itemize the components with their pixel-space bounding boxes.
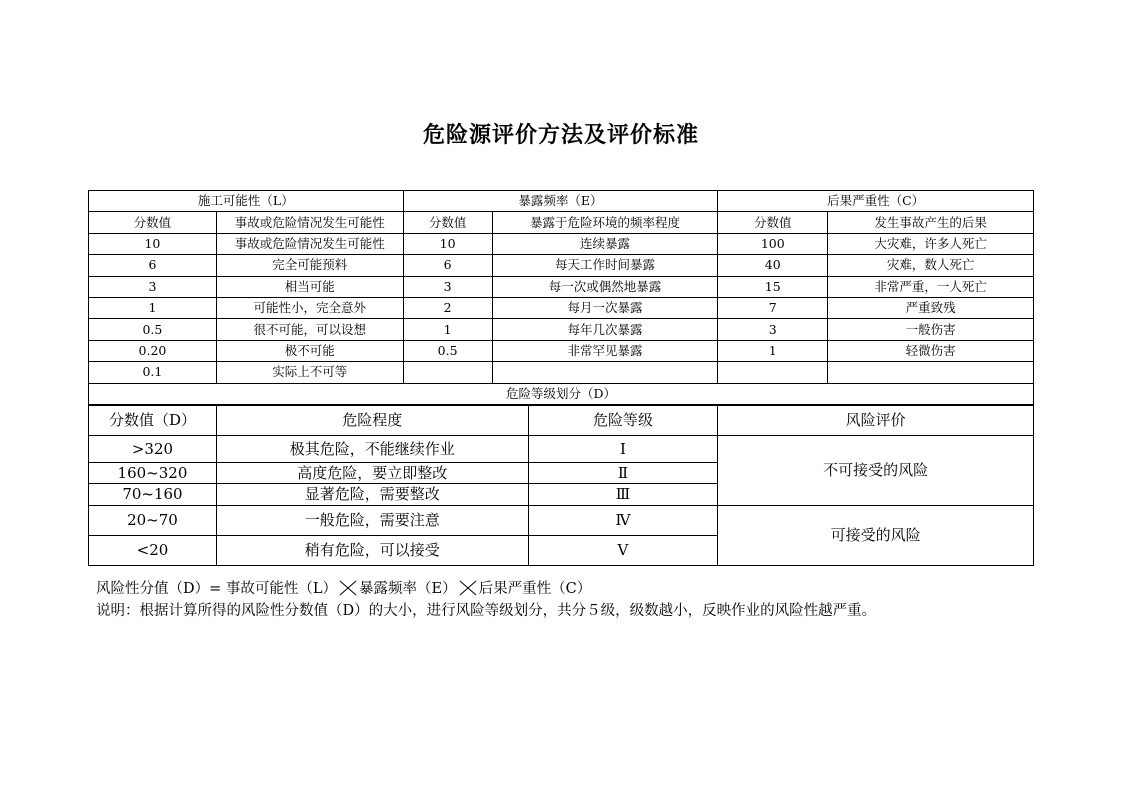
degree-cell: 稍有危险，可以接受 (216, 536, 528, 566)
table-row (89, 362, 1034, 383)
e-score-header: 分数值 (403, 212, 492, 233)
evaluation-unacceptable-cell: 不可接受的风险 (718, 436, 1034, 506)
c-score-cell: 100 (718, 233, 828, 254)
e-desc-cell: 非常罕见暴露 (492, 340, 718, 361)
e-desc-cell: 每月一次暴露 (492, 297, 718, 318)
e-desc-cell: 每年几次暴露 (492, 319, 718, 340)
risk-evaluation-header: 风险评价 (718, 406, 1034, 436)
risk-formula (96, 577, 591, 598)
e-score-cell: 3 (403, 276, 492, 297)
c-desc-cell: 大灾难，许多人死亡 (828, 233, 1034, 254)
e-score-cell: 1 (403, 319, 492, 340)
page-title: 危险源评价方法及评价标准 (422, 122, 699, 148)
consequence-group-header: 后果严重性（C） (718, 191, 1034, 212)
level-cell: Ⅴ (528, 536, 718, 566)
c-score-cell: 3 (718, 319, 828, 340)
table-row (89, 233, 1034, 254)
exposure-group-header: 暴露频率（E） (403, 191, 718, 212)
l-desc-cell: 很不可能，可以设想 (216, 319, 403, 340)
score-cell: 20~70 (89, 506, 217, 536)
l-score-cell: 6 (89, 255, 217, 276)
c-score-cell: 40 (718, 255, 828, 276)
l-desc-cell: 可能性小，完全意外 (216, 297, 403, 318)
e-desc-header: 暴露于危险环境的频率程度 (492, 212, 718, 233)
c-score-cell: 15 (718, 276, 828, 297)
table-row (89, 255, 1034, 276)
c-desc-cell: 严重致残 (828, 297, 1034, 318)
c-desc-cell: 非常严重，一人死亡 (828, 276, 1034, 297)
e-desc-cell: 每一次或偶然地暴露 (492, 276, 718, 297)
lec-criteria-table (88, 190, 1034, 405)
c-desc-cell: 灾难，数人死亡 (828, 255, 1034, 276)
group-header-row (89, 191, 1034, 212)
score-cell: 160~320 (89, 463, 217, 484)
c-desc-cell: 轻微伤害 (828, 340, 1034, 361)
c-score-header: 分数值 (718, 212, 828, 233)
l-score-cell: 0.1 (89, 362, 217, 383)
c-desc-header: 发生事故产生的后果 (828, 212, 1034, 233)
l-score-header: 分数值 (89, 212, 217, 233)
c-desc-cell: 一般伤害 (828, 319, 1034, 340)
danger-level-header: 危险等级 (528, 406, 718, 436)
table-row (89, 436, 1034, 463)
multiply-icon (459, 580, 477, 596)
l-score-cell: 0.20 (89, 340, 217, 361)
explanation-note: 说明：根据计算所得的风险性分数值（D）的大小，进行风险等级划分，共分５级，级数越小，反映作业的风险性越严重。 (96, 603, 877, 619)
level-cell: Ⅱ (528, 463, 718, 484)
subheader-row (89, 212, 1034, 233)
l-desc-cell: 实际上不可等 (216, 362, 403, 383)
l-score-cell: 3 (89, 276, 217, 297)
c-score-cell: 7 (718, 297, 828, 318)
grade-header-row (89, 406, 1034, 436)
e-desc-cell: 每天工作时间暴露 (492, 255, 718, 276)
table-row (89, 297, 1034, 318)
e-score-cell: 10 (403, 233, 492, 254)
e-score-cell: 6 (403, 255, 492, 276)
evaluation-acceptable-cell: 可接受的风险 (718, 506, 1034, 566)
degree-cell: 一般危险，需要注意 (216, 506, 528, 536)
level-cell: Ⅳ (528, 506, 718, 536)
c-score-cell (718, 362, 828, 383)
score-cell: <20 (89, 536, 217, 566)
level-cell: Ⅰ (528, 436, 718, 463)
e-score-cell: 2 (403, 297, 492, 318)
score-d-header: 分数值（D） (89, 406, 217, 436)
l-score-cell: 1 (89, 297, 217, 318)
degree-cell: 高度危险，要立即整改 (216, 463, 528, 484)
e-score-cell: 0.5 (403, 340, 492, 361)
l-desc-cell: 完全可能预料 (216, 255, 403, 276)
score-cell: >320 (89, 436, 217, 463)
c-score-cell: 1 (718, 340, 828, 361)
table-row (89, 506, 1034, 536)
e-desc-cell (492, 362, 718, 383)
formula-part-exposure: 暴露频率（E） (359, 581, 457, 597)
danger-degree-header: 危险程度 (216, 406, 528, 436)
e-desc-cell: 连续暴露 (492, 233, 718, 254)
l-score-cell: 10 (89, 233, 217, 254)
multiply-icon (339, 580, 357, 596)
formula-part-likelihood: 风险性分值（D）= 事故可能性（L） (96, 581, 338, 597)
risk-grade-table (88, 405, 1034, 566)
score-cell: 70~160 (89, 484, 217, 506)
degree-cell: 显著危险，需要整改 (216, 484, 528, 506)
degree-cell: 极其危险，不能继续作业 (216, 436, 528, 463)
l-desc-cell: 极不可能 (216, 340, 403, 361)
l-desc-cell: 相当可能 (216, 276, 403, 297)
l-desc-cell: 事故或危险情况发生可能性 (216, 233, 403, 254)
formula-part-consequence: 后果严重性（C） (478, 581, 592, 597)
table-row (89, 276, 1034, 297)
grade-header-row (89, 383, 1034, 404)
level-cell: Ⅲ (528, 484, 718, 506)
l-desc-header: 事故或危险情况发生可能性 (216, 212, 403, 233)
grade-section-header: 危险等级划分（D） (89, 383, 1034, 404)
e-score-cell (403, 362, 492, 383)
l-score-cell: 0.5 (89, 319, 217, 340)
table-row (89, 319, 1034, 340)
likelihood-group-header: 施工可能性（L） (89, 191, 404, 212)
table-row (89, 340, 1034, 361)
c-desc-cell (828, 362, 1034, 383)
